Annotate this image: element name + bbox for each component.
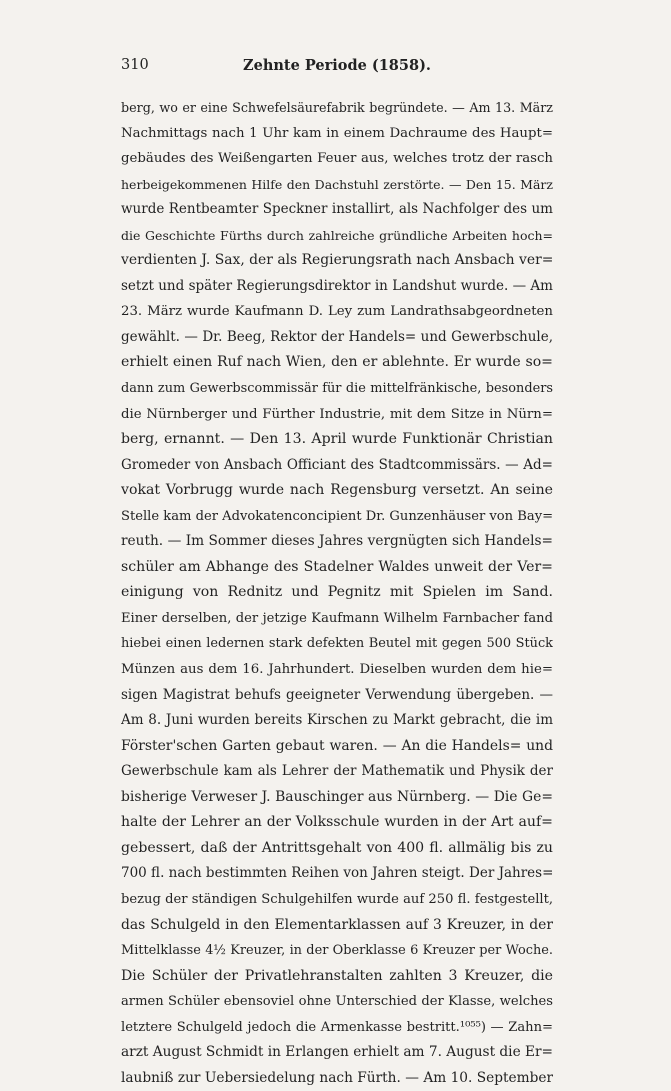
text-line: armen Schüler ebensoviel ohne Unterschied der Klasse, welches xyxy=(121,994,553,1010)
text-line: die Nürnberger und Fürther Industrie, mit dem Sitze in Nürn= xyxy=(121,406,553,422)
body-text xyxy=(121,95,553,1091)
text-line: gebessert, daß der Antrittsgehalt von 400 fl. allmälig bis zu xyxy=(121,839,553,856)
text-line: herbeigekommenen Hilfe den Dachstuhl zerstörte. — Den 15. März xyxy=(121,176,553,192)
text-line: sigen Magistrat behufs geeigneter Verwendung übergeben. — xyxy=(121,686,553,703)
page-number: 310 xyxy=(121,57,149,73)
text-line: berg, ernannt. — Den 13. April wurde Funktionär Christian xyxy=(121,431,553,448)
text-line: letztere Schulgeld jedoch die Armenkasse bestritt.¹⁰⁵⁵) — Zahn= xyxy=(121,1019,553,1035)
text-line: Gromeder von Ansbach Officiant des Stadtcommissärs. — Ad= xyxy=(121,456,553,473)
text-line: schüler am Abhange des Stadelner Waldes unweit der Ver= xyxy=(121,558,553,575)
text-line: Gewerbschule kam als Lehrer der Mathematik und Physik der xyxy=(121,763,553,780)
text-line: arzt August Schmidt in Erlangen erhielt am 7. August die Er= xyxy=(121,1044,553,1061)
text-line: Mittelklasse 4½ Kreuzer, in der Oberklasse 6 Kreuzer per Woche. xyxy=(121,943,553,959)
text-line: erhielt einen Ruf nach Wien, den er ablehnte. Er wurde so= xyxy=(121,354,553,371)
text-line: gebäudes des Weißengarten Feuer aus, welches trotz der rasch xyxy=(121,151,553,167)
text-line: laubniß zur Uebersiedelung nach Fürth. — Am 10. September xyxy=(121,1069,553,1086)
text-line: 700 fl. nach bestimmten Reihen von Jahren steigt. Der Jahres= xyxy=(121,865,553,882)
text-line: dann zum Gewerbscommissär für die mittelfränkische, besonders xyxy=(121,381,553,397)
text-line: gewählt. — Dr. Beeg, Rektor der Handels= und Gewerbschule, xyxy=(121,328,553,345)
text-line: berg, wo er eine Schwefelsäurefabrik begründete. — Am 13. März xyxy=(121,100,553,115)
text-line: wurde Rentbeamter Speckner installirt, als Nachfolger des um xyxy=(121,201,553,218)
running-head: Zehnte Periode (1858). xyxy=(243,57,431,74)
text-line: Förster'schen Garten gebaut waren. — An die Handels= und xyxy=(121,737,553,754)
text-line: das Schulgeld in den Elementarklassen auf 3 Kreuzer, in der xyxy=(121,916,553,933)
text-line: vokat Vorbrugg wurde nach Regensburg versetzt. An seine xyxy=(121,482,553,499)
text-line: einigung von Rednitz und Pegnitz mit Spielen im Sand. xyxy=(121,584,553,601)
text-line: halte der Lehrer an der Volksschule wurden in der Art auf= xyxy=(121,814,553,831)
text-line: Stelle kam der Advokatenconcipient Dr. Gunzenhäuser von Bay= xyxy=(121,508,553,524)
text-line: hiebei einen ledernen stark defekten Beutel mit gegen 500 Stück xyxy=(121,636,553,652)
page-header xyxy=(121,57,553,77)
text-line: verdienten J. Sax, der als Regierungsrath nach Ansbach ver= xyxy=(121,252,553,269)
text-line: bisherige Verweser J. Bauschinger aus Nürnberg. — Die Ge= xyxy=(121,788,553,805)
text-line: Einer derselben, der jetzige Kaufmann Wilhelm Farnbacher fand xyxy=(121,610,553,626)
text-line: 23. März wurde Kaufmann D. Ley zum Landrathsabgeordneten xyxy=(121,304,553,320)
text-line: reuth. — Im Sommer dieses Jahres vergnügten sich Handels= xyxy=(121,533,553,550)
text-line: Am 8. Juni wurden bereits Kirschen zu Markt gebracht, die im xyxy=(121,712,553,729)
text-line: setzt und später Regierungsdirektor in Landshut wurde. — Am xyxy=(121,277,553,294)
text-line: die Geschichte Fürths durch zahlreiche gründliche Arbeiten hoch= xyxy=(121,227,553,243)
text-line: Die Schüler der Privatlehranstalten zahlten 3 Kreuzer, die xyxy=(121,967,553,984)
text-line: Nachmittags nach 1 Uhr kam in einem Dachraume des Haupt= xyxy=(121,125,553,141)
text-line: bezug der ständigen Schulgehilfen wurde auf 250 fl. festgestellt, xyxy=(121,891,553,907)
text-line: Münzen aus dem 16. Jahrhundert. Dieselben wurden dem hie= xyxy=(121,662,553,678)
